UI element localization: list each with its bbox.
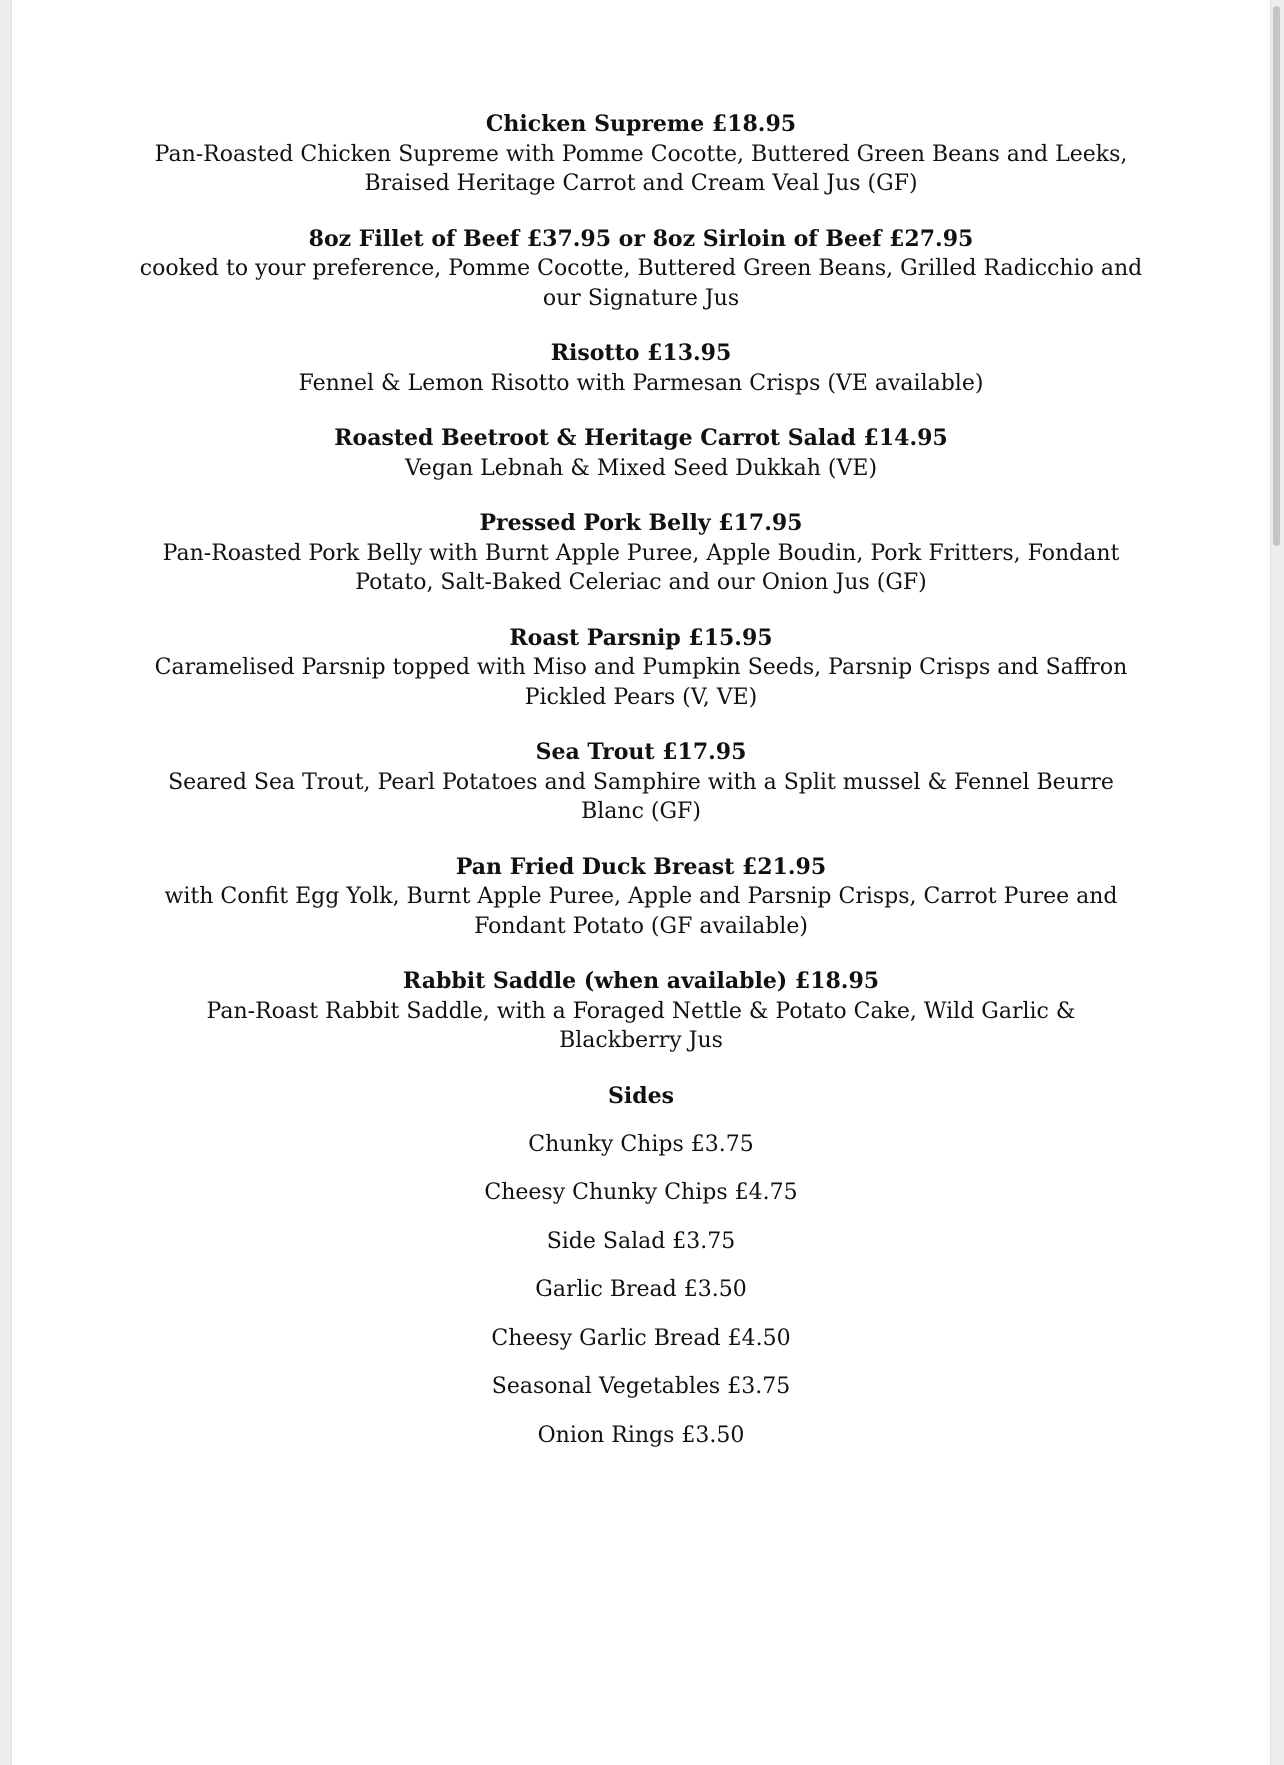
dish-title: Roast Parsnip £15.95 [509,624,773,651]
dish-desc-line: Braised Heritage Carrot and Cream Veal Jus (GF) [364,171,918,196]
dish-desc-line: Pickled Pears (V, VE) [524,684,758,710]
dish-chicken-supreme [12,110,1270,199]
dish-beetroot-salad [12,424,1270,483]
dish-desc-line: Pan-Roasted Pork Belly with Burnt Apple Puree, Apple Boudin, Pork Fritters, Fondant [162,540,1120,566]
dish-desc-line: Seared Sea Trout, Pearl Potatoes and Samphire with a Split mussel & Fennel Beurre [168,769,1114,795]
dish-title: Roasted Beetroot & Heritage Carrot Salad £14.95 [334,425,948,451]
sides-heading: Sides [607,1082,674,1109]
dish-description [12,454,1270,484]
dish-desc-line: with Confit Egg Yolk, Burnt Apple Puree, Apple and Parsnip Crisps, Carrot Puree and [164,884,1118,909]
dish-description [12,254,1270,313]
side-item: Cheesy Garlic Bread £4.50 [491,1325,791,1351]
dish-desc-line: Fennel & Lemon Risotto with Parmesan Crisps (VE available) [298,370,984,396]
dish-desc-line: Vegan Lebnah & Mixed Seed Dukkah (VE) [404,455,878,481]
dish-description [12,997,1270,1056]
dish-desc-line: Fondant Potato (GF available) [474,913,808,939]
dish-duck-breast [12,853,1270,942]
side-item: Chunky Chips £3.75 [528,1131,754,1157]
dish-description [12,653,1270,712]
dish-desc-line: our Signature Jus [542,285,740,311]
side-item: Seasonal Vegetables £3.75 [491,1374,791,1399]
dish-title: Pressed Pork Belly £17.95 [479,510,803,536]
dish-risotto [12,339,1270,398]
dish-description [12,140,1270,199]
dish-desc-line: Caramelised Parsnip topped with Miso and Pumpkin Seeds, Parsnip Crisps and Saffron [154,655,1128,680]
document-page [11,0,1271,1765]
dish-title: Pan Fried Duck Breast £21.95 [455,853,827,880]
vertical-scrollbar[interactable] [1272,6,1280,1756]
dish-desc-line: Blackberry Jus [559,1028,723,1053]
dish-sea-trout [12,738,1270,827]
dish-desc-line: Pan-Roast Rabbit Saddle, with a Foraged Nettle & Potato Cake, Wild Garlic & [206,998,1076,1024]
sides-section [12,1082,1270,1450]
dish-title: Risotto £13.95 [550,340,732,366]
dish-roast-parsnip [12,624,1270,713]
dish-title: Chicken Supreme £18.95 [485,111,797,137]
dish-title: 8oz Fillet of Beef £37.95 or 8oz Sirloin of Beef £27.95 [308,225,974,252]
side-item: Onion Rings £3.50 [537,1422,745,1448]
dish-beef [12,225,1270,314]
dish-desc-line: cooked to your preference, Pomme Cocotte, Buttered Green Beans, Grilled Radicchio and [139,256,1143,281]
dish-rabbit-saddle [12,967,1270,1056]
dish-title: Rabbit Saddle (when available) £18.95 [402,968,880,994]
side-item: Garlic Bread £3.50 [535,1277,747,1302]
dish-description [12,882,1270,941]
dish-desc-line: Pan-Roasted Chicken Supreme with Pomme Cocotte, Buttered Green Beans and Leeks, [154,141,1128,167]
dish-description [12,369,1270,399]
dish-description [12,539,1270,598]
side-item: Cheesy Chunky Chips £4.75 [484,1180,798,1205]
scrollbar-thumb[interactable] [1273,6,1280,546]
dish-description [12,768,1270,827]
dish-pork-belly [12,509,1270,598]
dish-title: Sea Trout £17.95 [535,739,747,765]
dish-desc-line: Potato, Salt-Baked Celeriac and our Onion Jus (GF) [355,570,927,595]
side-item: Side Salad £3.75 [546,1228,736,1254]
dish-desc-line: Blanc (GF) [581,799,701,824]
menu [12,110,1270,1469]
